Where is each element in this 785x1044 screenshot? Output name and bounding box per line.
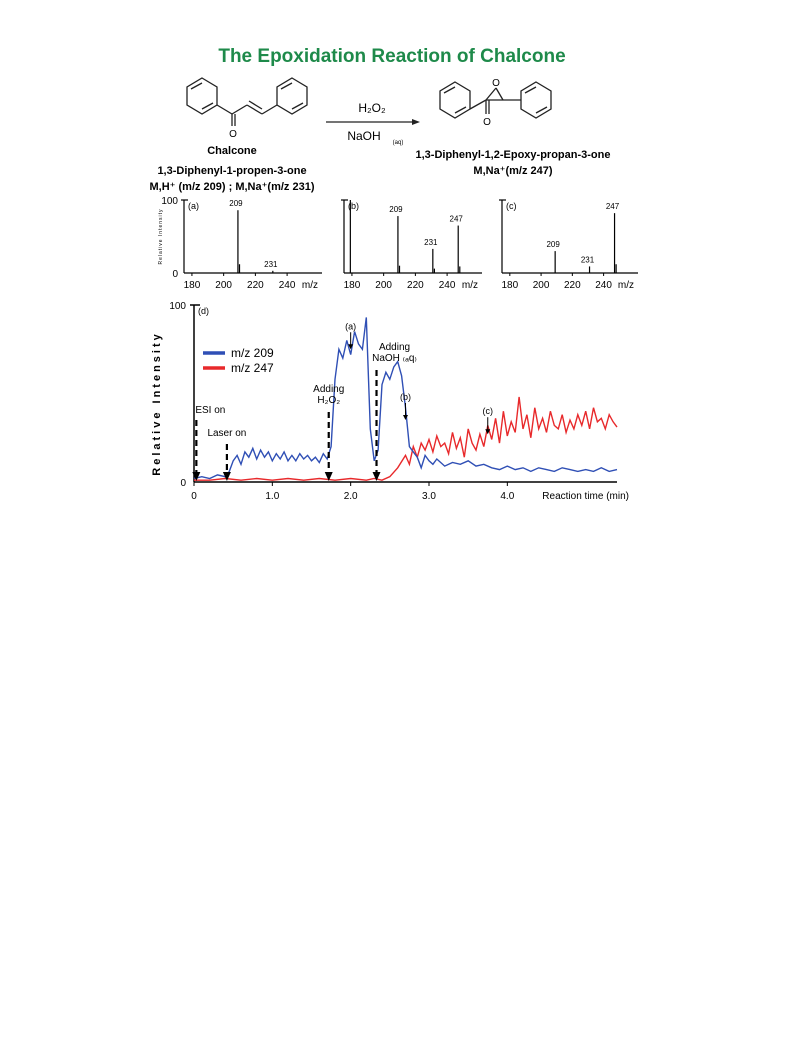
x-tick-label: 180	[343, 280, 361, 291]
y-tick-label: 0	[172, 269, 178, 280]
x-tick-label: 0	[191, 491, 197, 502]
x-tick-label: 240	[278, 280, 296, 291]
mass-spectra	[158, 196, 638, 291]
chalcone-structure	[187, 78, 307, 126]
product-carbonyl-o: O	[483, 117, 491, 128]
peak-label-247: 247	[449, 214, 463, 224]
marker-label: (c)	[482, 406, 493, 417]
x-tick-label: 220	[564, 280, 581, 291]
x-tick-label: 3.0	[422, 491, 436, 502]
panel-label: (b)	[348, 201, 359, 211]
x-tick-label: 180	[183, 280, 201, 291]
figure-canvas	[0, 0, 785, 520]
y-tick-label: 0	[180, 478, 186, 489]
legend-label: m/z 209	[231, 346, 274, 360]
peak-label-231: 231	[264, 259, 278, 269]
x-axis-label: Reaction time (min)	[542, 491, 629, 502]
reagent-top: H₂O₂	[358, 101, 386, 115]
panel-label: (c)	[506, 201, 517, 211]
event-label: Laser on	[207, 428, 247, 439]
peak-label-209: 209	[389, 205, 403, 215]
x-tick-label: 220	[407, 280, 424, 291]
x-tick-label: 220	[247, 280, 264, 291]
figure-title: The Epoxidation Reaction of Chalcone	[218, 46, 566, 67]
marker-label: (b)	[400, 392, 411, 403]
panel-label: (d)	[198, 306, 209, 316]
marker-label: (a)	[345, 321, 357, 332]
peak-label-247: 247	[605, 202, 620, 212]
y-tick-label: 100	[169, 301, 186, 312]
x-tick-label: 4.0	[500, 491, 515, 502]
page-blank-area	[0, 520, 785, 1044]
x-axis-label: m/z	[617, 280, 634, 291]
y-axis-label: Relative Intensity	[158, 208, 164, 265]
x-axis-label: m/z	[461, 280, 478, 291]
reagent-bottom-sub: (aq)	[392, 140, 404, 146]
x-tick-label: 240	[438, 280, 456, 291]
peak-label-209: 209	[229, 199, 243, 209]
peak-label-231: 231	[580, 255, 595, 265]
time-trace-chart	[151, 301, 629, 502]
reactant-ions: M,H⁺ (m/z 209) ; M,Na⁺(m/z 231)	[149, 181, 315, 193]
panel-label: (a)	[188, 201, 199, 211]
x-tick-label: 200	[532, 280, 550, 291]
x-axis-label: m/z	[301, 280, 318, 291]
event-label: NaOH ₍ₐq₎	[372, 353, 417, 364]
x-tick-label: 1.0	[265, 491, 280, 502]
x-tick-label: 200	[375, 280, 392, 291]
spectrum-panel-b	[341, 200, 482, 291]
y-tick-label: 100	[161, 196, 178, 207]
x-tick-label: 180	[501, 280, 519, 291]
reagent-bottom-main: NaOH	[347, 129, 381, 143]
reaction-arrow	[326, 119, 420, 125]
x-tick-label: 200	[215, 280, 232, 291]
figure	[0, 0, 785, 520]
event-label: Adding	[378, 342, 411, 353]
peak-label-209: 209	[546, 240, 560, 250]
x-tick-label: 240	[595, 280, 612, 291]
spectrum-panel-a	[158, 196, 322, 291]
event-label: H₂O₂	[317, 395, 341, 406]
x-tick-label: 2.0	[343, 491, 358, 502]
spectrum-panel-c	[499, 200, 638, 291]
epoxide-o: O	[492, 78, 500, 89]
y-axis-label: Relative Intensity	[151, 331, 163, 476]
legend-label: m/z 247	[231, 361, 274, 375]
reagent-bottom	[347, 129, 380, 143]
chalcone-carbonyl-o: O	[229, 129, 237, 140]
product-iupac: 1,3-Diphenyl-1,2-Epoxy-propan-3-one	[415, 149, 611, 161]
product-ions: M,Na⁺(m/z 247)	[473, 165, 553, 177]
reactant-name: Chalcone	[207, 145, 257, 157]
event-label: ESI on	[195, 405, 226, 416]
reactant-iupac: 1,3-Diphenyl-1-propen-3-one	[157, 165, 307, 177]
peak-label-231: 231	[424, 237, 438, 247]
event-label: Adding	[313, 384, 345, 395]
